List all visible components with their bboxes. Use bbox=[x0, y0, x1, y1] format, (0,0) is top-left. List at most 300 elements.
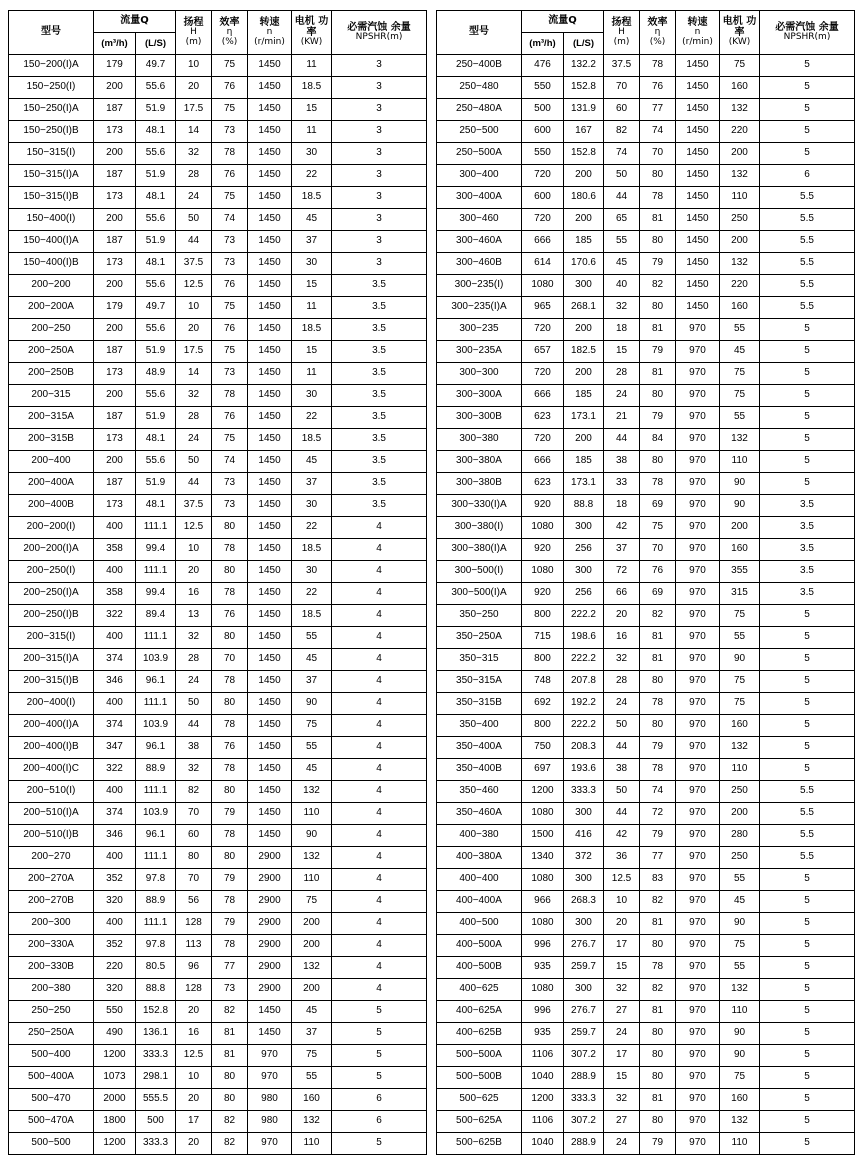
cell-value: 12.5 bbox=[176, 1045, 212, 1067]
cell-value: 131.9 bbox=[563, 99, 603, 121]
table-row bbox=[436, 847, 854, 869]
table-row bbox=[436, 781, 854, 803]
cell-value: 89.4 bbox=[136, 605, 176, 627]
pump-spec-table-right bbox=[436, 10, 855, 1155]
cell-model: 500−500 bbox=[9, 1133, 94, 1155]
cell-value: 1106 bbox=[521, 1111, 563, 1133]
table-row bbox=[9, 1001, 427, 1023]
cell-value: 78 bbox=[212, 671, 248, 693]
table-row bbox=[9, 1067, 427, 1089]
cell-value: 5.5 bbox=[760, 803, 855, 825]
cell-value: 1080 bbox=[521, 517, 563, 539]
table-row bbox=[436, 143, 854, 165]
cell-value: 49.7 bbox=[136, 297, 176, 319]
cell-value: 970 bbox=[676, 539, 720, 561]
cell-value: 76 bbox=[212, 77, 248, 99]
cell-value: 80 bbox=[640, 231, 676, 253]
cell-value: 555.5 bbox=[136, 1089, 176, 1111]
cell-value: 5 bbox=[760, 737, 855, 759]
cell-value: 4 bbox=[332, 561, 427, 583]
cell-value: 288.9 bbox=[563, 1067, 603, 1089]
cell-value: 88.8 bbox=[563, 495, 603, 517]
cell-value: 970 bbox=[676, 891, 720, 913]
cell-value: 44 bbox=[604, 803, 640, 825]
cell-value: 187 bbox=[94, 165, 136, 187]
cell-value: 185 bbox=[563, 385, 603, 407]
cell-value: 187 bbox=[94, 473, 136, 495]
table-row bbox=[9, 957, 427, 979]
table-row bbox=[9, 1133, 427, 1155]
cell-value: 623 bbox=[521, 473, 563, 495]
table-row bbox=[436, 913, 854, 935]
table-row bbox=[9, 363, 427, 385]
cell-value: 2900 bbox=[248, 979, 292, 1001]
cell-value: 920 bbox=[521, 495, 563, 517]
cell-model: 400−400A bbox=[436, 891, 521, 913]
cell-value: 3 bbox=[332, 165, 427, 187]
cell-value: 28 bbox=[604, 671, 640, 693]
table-row bbox=[9, 671, 427, 693]
cell-value: 160 bbox=[292, 1089, 332, 1111]
cell-value: 333.3 bbox=[563, 1089, 603, 1111]
cell-value: 970 bbox=[676, 737, 720, 759]
cell-value: 3.5 bbox=[760, 539, 855, 561]
cell-value: 5 bbox=[760, 891, 855, 913]
cell-value: 60 bbox=[604, 99, 640, 121]
cell-model: 300−235 bbox=[436, 319, 521, 341]
cell-value: 697 bbox=[521, 759, 563, 781]
cell-value: 160 bbox=[720, 715, 760, 737]
cell-value: 970 bbox=[676, 1045, 720, 1067]
cell-model: 200−200(I) bbox=[9, 517, 94, 539]
cell-value: 300 bbox=[563, 517, 603, 539]
table-row bbox=[436, 869, 854, 891]
cell-value: 5 bbox=[760, 319, 855, 341]
cell-model: 300−235A bbox=[436, 341, 521, 363]
cell-value: 79 bbox=[640, 1133, 676, 1155]
cell-value: 970 bbox=[676, 627, 720, 649]
cell-model: 300−400 bbox=[436, 165, 521, 187]
cell-value: 1200 bbox=[521, 781, 563, 803]
cell-value: 970 bbox=[676, 649, 720, 671]
cell-value: 17.5 bbox=[176, 99, 212, 121]
cell-value: 1450 bbox=[676, 165, 720, 187]
cell-value: 103.9 bbox=[136, 715, 176, 737]
cell-value: 4 bbox=[332, 891, 427, 913]
cell-value: 75 bbox=[720, 693, 760, 715]
cell-value: 1450 bbox=[248, 143, 292, 165]
cell-value: 110 bbox=[292, 1133, 332, 1155]
cell-model: 350−460A bbox=[436, 803, 521, 825]
cell-model: 400−380 bbox=[436, 825, 521, 847]
cell-value: 187 bbox=[94, 407, 136, 429]
cell-value: 965 bbox=[521, 297, 563, 319]
cell-value: 90 bbox=[720, 649, 760, 671]
cell-value: 500 bbox=[136, 1111, 176, 1133]
cell-value: 14 bbox=[176, 121, 212, 143]
table-row bbox=[436, 55, 854, 77]
table-row bbox=[9, 561, 427, 583]
column-header-flow-ls: (L/S) bbox=[563, 33, 603, 55]
cell-value: 73 bbox=[212, 231, 248, 253]
table-row bbox=[9, 539, 427, 561]
cell-value: 21 bbox=[604, 407, 640, 429]
cell-value: 132 bbox=[292, 1111, 332, 1133]
table-row bbox=[9, 1023, 427, 1045]
cell-value: 182.5 bbox=[563, 341, 603, 363]
cell-value: 76 bbox=[640, 561, 676, 583]
cell-value: 4 bbox=[332, 825, 427, 847]
cell-value: 5 bbox=[332, 1023, 427, 1045]
cell-value: 3.5 bbox=[760, 517, 855, 539]
cell-value: 70 bbox=[176, 803, 212, 825]
cell-model: 250−400B bbox=[436, 55, 521, 77]
cell-model: 400−625B bbox=[436, 1023, 521, 1045]
cell-value: 97.8 bbox=[136, 935, 176, 957]
cell-value: 3.5 bbox=[760, 495, 855, 517]
table-row bbox=[9, 979, 427, 1001]
cell-value: 288.9 bbox=[563, 1133, 603, 1155]
cell-value: 55.6 bbox=[136, 143, 176, 165]
cell-value: 90 bbox=[720, 1023, 760, 1045]
cell-value: 970 bbox=[676, 517, 720, 539]
cell-value: 24 bbox=[176, 187, 212, 209]
table-row bbox=[436, 649, 854, 671]
cell-value: 200 bbox=[563, 319, 603, 341]
cell-value: 300 bbox=[563, 275, 603, 297]
cell-value: 5 bbox=[760, 693, 855, 715]
cell-model: 150−400(I) bbox=[9, 209, 94, 231]
cell-value: 720 bbox=[521, 319, 563, 341]
cell-value: 970 bbox=[248, 1067, 292, 1089]
cell-value: 200 bbox=[563, 429, 603, 451]
cell-value: 1073 bbox=[94, 1067, 136, 1089]
cell-value: 10 bbox=[176, 55, 212, 77]
cell-value: 152.8 bbox=[136, 1001, 176, 1023]
cell-value: 347 bbox=[94, 737, 136, 759]
cell-value: 400 bbox=[94, 627, 136, 649]
cell-value: 250 bbox=[720, 209, 760, 231]
cell-value: 3 bbox=[332, 143, 427, 165]
cell-value: 55.6 bbox=[136, 209, 176, 231]
table-row bbox=[9, 649, 427, 671]
cell-value: 6 bbox=[760, 165, 855, 187]
cell-value: 400 bbox=[94, 693, 136, 715]
cell-value: 1450 bbox=[248, 99, 292, 121]
cell-value: 4 bbox=[332, 715, 427, 737]
cell-value: 55.6 bbox=[136, 385, 176, 407]
cell-value: 2000 bbox=[94, 1089, 136, 1111]
cell-value: 48.1 bbox=[136, 495, 176, 517]
cell-value: 18 bbox=[604, 495, 640, 517]
cell-value: 4 bbox=[332, 913, 427, 935]
cell-value: 28 bbox=[176, 165, 212, 187]
cell-value: 1450 bbox=[248, 715, 292, 737]
cell-value: 5 bbox=[760, 429, 855, 451]
cell-value: 80 bbox=[640, 1045, 676, 1067]
cell-model: 350−460 bbox=[436, 781, 521, 803]
cell-value: 110 bbox=[720, 1001, 760, 1023]
table-row bbox=[9, 715, 427, 737]
cell-value: 1450 bbox=[248, 165, 292, 187]
cell-value: 12.5 bbox=[176, 275, 212, 297]
cell-value: 50 bbox=[604, 165, 640, 187]
cell-model: 200−510(I)A bbox=[9, 803, 94, 825]
cell-value: 200 bbox=[94, 385, 136, 407]
cell-value: 56 bbox=[176, 891, 212, 913]
table-row bbox=[436, 451, 854, 473]
cell-value: 80 bbox=[176, 847, 212, 869]
cell-value: 44 bbox=[176, 473, 212, 495]
column-header-efficiency: 效率 η (%) bbox=[212, 11, 248, 55]
cell-value: 75 bbox=[720, 55, 760, 77]
cell-value: 32 bbox=[604, 649, 640, 671]
cell-value: 80 bbox=[640, 671, 676, 693]
cell-value: 2900 bbox=[248, 935, 292, 957]
column-header-speed: 转速 n (r/min) bbox=[248, 11, 292, 55]
cell-value: 78 bbox=[212, 759, 248, 781]
cell-value: 970 bbox=[676, 1089, 720, 1111]
table-row bbox=[436, 539, 854, 561]
cell-value: 132 bbox=[292, 957, 332, 979]
table-row bbox=[9, 627, 427, 649]
cell-value: 79 bbox=[212, 803, 248, 825]
cell-model: 200−315 bbox=[9, 385, 94, 407]
cell-value: 5.5 bbox=[760, 847, 855, 869]
cell-value: 970 bbox=[248, 1045, 292, 1067]
cell-model: 350−250 bbox=[436, 605, 521, 627]
cell-value: 3.5 bbox=[332, 297, 427, 319]
cell-value: 180.6 bbox=[563, 187, 603, 209]
cell-value: 48.1 bbox=[136, 121, 176, 143]
cell-value: 3 bbox=[332, 121, 427, 143]
cell-value: 76 bbox=[212, 407, 248, 429]
table-row bbox=[436, 319, 854, 341]
cell-value: 346 bbox=[94, 825, 136, 847]
cell-value: 970 bbox=[676, 363, 720, 385]
table-row bbox=[436, 517, 854, 539]
cell-value: 79 bbox=[212, 913, 248, 935]
cell-value: 32 bbox=[176, 385, 212, 407]
cell-value: 80 bbox=[640, 385, 676, 407]
cell-value: 50 bbox=[604, 781, 640, 803]
cell-value: 173 bbox=[94, 187, 136, 209]
cell-value: 170.6 bbox=[563, 253, 603, 275]
table-row bbox=[9, 385, 427, 407]
cell-value: 22 bbox=[292, 407, 332, 429]
cell-value: 28 bbox=[604, 363, 640, 385]
cell-value: 30 bbox=[292, 385, 332, 407]
cell-value: 55 bbox=[604, 231, 640, 253]
cell-value: 490 bbox=[94, 1023, 136, 1045]
cell-value: 1450 bbox=[248, 55, 292, 77]
cell-value: 80 bbox=[212, 781, 248, 803]
cell-model: 150−250(I) bbox=[9, 77, 94, 99]
table-row bbox=[436, 275, 854, 297]
cell-value: 1450 bbox=[248, 121, 292, 143]
cell-value: 920 bbox=[521, 583, 563, 605]
cell-model: 200−200 bbox=[9, 275, 94, 297]
cell-model: 200−200(I)A bbox=[9, 539, 94, 561]
cell-model: 200−400(I)B bbox=[9, 737, 94, 759]
cell-value: 74 bbox=[640, 781, 676, 803]
cell-value: 333.3 bbox=[563, 781, 603, 803]
cell-value: 400 bbox=[94, 847, 136, 869]
cell-value: 5 bbox=[332, 1133, 427, 1155]
cell-value: 82 bbox=[604, 121, 640, 143]
cell-value: 75 bbox=[212, 429, 248, 451]
cell-model: 200−400A bbox=[9, 473, 94, 495]
table-row bbox=[9, 781, 427, 803]
cell-value: 259.7 bbox=[563, 957, 603, 979]
cell-value: 1450 bbox=[248, 1001, 292, 1023]
cell-value: 5 bbox=[332, 1045, 427, 1067]
cell-value: 666 bbox=[521, 385, 563, 407]
cell-value: 90 bbox=[720, 913, 760, 935]
cell-value: 24 bbox=[176, 671, 212, 693]
cell-model: 500−625 bbox=[436, 1089, 521, 1111]
cell-value: 70 bbox=[640, 539, 676, 561]
cell-value: 37 bbox=[292, 671, 332, 693]
cell-value: 55 bbox=[292, 737, 332, 759]
cell-value: 18.5 bbox=[292, 539, 332, 561]
cell-value: 1450 bbox=[248, 803, 292, 825]
table-row bbox=[9, 121, 427, 143]
table-row bbox=[9, 737, 427, 759]
cell-model: 200−200A bbox=[9, 297, 94, 319]
cell-value: 4 bbox=[332, 583, 427, 605]
cell-value: 44 bbox=[604, 187, 640, 209]
cell-value: 78 bbox=[212, 715, 248, 737]
cell-value: 110 bbox=[720, 451, 760, 473]
cell-value: 78 bbox=[212, 935, 248, 957]
cell-value: 666 bbox=[521, 231, 563, 253]
cell-value: 5 bbox=[760, 1133, 855, 1155]
cell-value: 1450 bbox=[676, 253, 720, 275]
cell-value: 99.4 bbox=[136, 539, 176, 561]
cell-value: 5 bbox=[760, 1045, 855, 1067]
cell-value: 110 bbox=[720, 759, 760, 781]
cell-value: 268.3 bbox=[563, 891, 603, 913]
cell-value: 179 bbox=[94, 297, 136, 319]
cell-model: 150−250(I)B bbox=[9, 121, 94, 143]
cell-value: 51.9 bbox=[136, 99, 176, 121]
cell-value: 3 bbox=[332, 209, 427, 231]
cell-value: 476 bbox=[521, 55, 563, 77]
cell-value: 1450 bbox=[676, 209, 720, 231]
cell-model: 300−300 bbox=[436, 363, 521, 385]
cell-value: 73 bbox=[212, 121, 248, 143]
cell-value: 970 bbox=[676, 495, 720, 517]
cell-value: 5 bbox=[332, 1001, 427, 1023]
cell-value: 82 bbox=[640, 979, 676, 1001]
cell-value: 37.5 bbox=[176, 253, 212, 275]
cell-model: 200−400(I)C bbox=[9, 759, 94, 781]
cell-value: 1450 bbox=[248, 825, 292, 847]
cell-value: 74 bbox=[604, 143, 640, 165]
cell-value: 30 bbox=[292, 561, 332, 583]
cell-value: 372 bbox=[563, 847, 603, 869]
cell-value: 4 bbox=[332, 627, 427, 649]
cell-value: 1450 bbox=[248, 209, 292, 231]
table-row bbox=[436, 1067, 854, 1089]
cell-model: 500−470A bbox=[9, 1111, 94, 1133]
cell-model: 350−400 bbox=[436, 715, 521, 737]
cell-value: 307.2 bbox=[563, 1045, 603, 1067]
table-row bbox=[9, 473, 427, 495]
cell-value: 3.5 bbox=[332, 319, 427, 341]
cell-value: 3.5 bbox=[332, 495, 427, 517]
cell-value: 1450 bbox=[248, 77, 292, 99]
cell-value: 276.7 bbox=[563, 935, 603, 957]
cell-value: 79 bbox=[640, 341, 676, 363]
cell-value: 374 bbox=[94, 715, 136, 737]
cell-model: 400−400 bbox=[436, 869, 521, 891]
cell-value: 1450 bbox=[248, 495, 292, 517]
cell-value: 5.5 bbox=[760, 781, 855, 803]
cell-model: 300−400A bbox=[436, 187, 521, 209]
cell-value: 5 bbox=[760, 1089, 855, 1111]
cell-value: 78 bbox=[212, 891, 248, 913]
table-row bbox=[9, 99, 427, 121]
cell-model: 250−250A bbox=[9, 1023, 94, 1045]
cell-value: 81 bbox=[640, 1001, 676, 1023]
cell-value: 96.1 bbox=[136, 671, 176, 693]
cell-model: 500−625B bbox=[436, 1133, 521, 1155]
table-row bbox=[9, 187, 427, 209]
cell-value: 200 bbox=[94, 275, 136, 297]
cell-model: 400−380A bbox=[436, 847, 521, 869]
cell-value: 1450 bbox=[248, 385, 292, 407]
cell-value: 193.6 bbox=[563, 759, 603, 781]
cell-value: 5 bbox=[760, 913, 855, 935]
cell-value: 1450 bbox=[248, 231, 292, 253]
cell-value: 1450 bbox=[676, 297, 720, 319]
cell-value: 78 bbox=[212, 825, 248, 847]
cell-value: 5 bbox=[332, 1067, 427, 1089]
column-header-speed: 转速 n (r/min) bbox=[676, 11, 720, 55]
cell-value: 22 bbox=[292, 165, 332, 187]
cell-value: 50 bbox=[176, 451, 212, 473]
cell-value: 45 bbox=[720, 891, 760, 913]
cell-value: 5.5 bbox=[760, 187, 855, 209]
cell-value: 75 bbox=[212, 297, 248, 319]
cell-value: 920 bbox=[521, 539, 563, 561]
cell-value: 1340 bbox=[521, 847, 563, 869]
cell-value: 5 bbox=[760, 77, 855, 99]
cell-value: 37 bbox=[292, 473, 332, 495]
cell-value: 3.5 bbox=[332, 341, 427, 363]
cell-value: 50 bbox=[176, 693, 212, 715]
cell-value: 1450 bbox=[248, 341, 292, 363]
cell-value: 32 bbox=[176, 759, 212, 781]
cell-value: 167 bbox=[563, 121, 603, 143]
cell-value: 3.5 bbox=[332, 363, 427, 385]
cell-value: 666 bbox=[521, 451, 563, 473]
cell-value: 300 bbox=[563, 979, 603, 1001]
cell-value: 75 bbox=[720, 385, 760, 407]
cell-value: 259.7 bbox=[563, 1023, 603, 1045]
cell-value: 96 bbox=[176, 957, 212, 979]
cell-value: 96.1 bbox=[136, 737, 176, 759]
cell-value: 15 bbox=[292, 341, 332, 363]
cell-model: 500−500B bbox=[436, 1067, 521, 1089]
cell-value: 45 bbox=[720, 341, 760, 363]
cell-model: 150−400(I)A bbox=[9, 231, 94, 253]
cell-model: 300−380B bbox=[436, 473, 521, 495]
cell-value: 15 bbox=[292, 275, 332, 297]
column-header-head: 扬程 H (m) bbox=[604, 11, 640, 55]
